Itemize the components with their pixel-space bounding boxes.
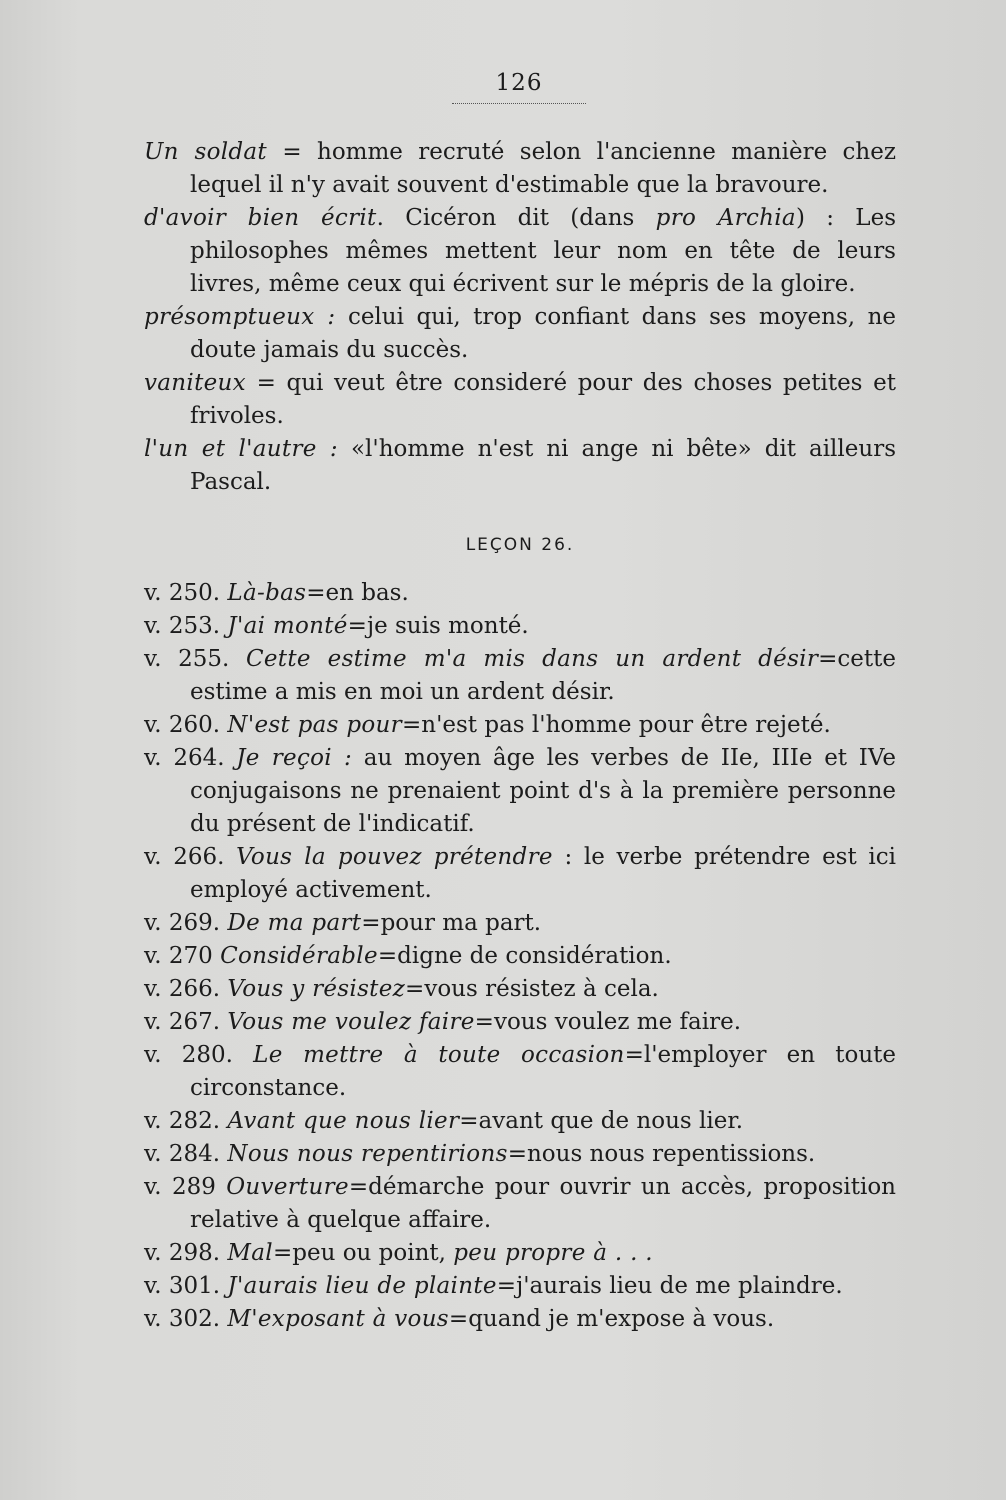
verse-lemma: J'ai monté: [227, 613, 348, 639]
verse-entry: v. 260. N'est pas pour=n'est pas l'homme pour être rejeté.: [144, 712, 831, 738]
verse-lemma: Le mettre à toute occasion: [253, 1042, 625, 1068]
verse-lemma: Là-bas: [227, 580, 307, 606]
note-lemma: d'avoir bien écrit: [144, 205, 377, 231]
verse-text: démarche pour ouvrir un accès, proposition relative à quelque affaire.: [190, 1174, 896, 1233]
verse-ref: v. 270: [144, 943, 213, 969]
verse-ref: v. 284.: [144, 1141, 221, 1167]
verse-lemma: Avant que nous lier: [227, 1108, 460, 1134]
verse-text: n'est pas l'homme pour être rejeté.: [421, 712, 831, 738]
note-text: ) : Les philosophes mêmes mettent leur nom en tête de leurs livres, même ceux qui écrivent sur le mépris de la gloire.: [190, 205, 896, 297]
verse-italic-phrase: peu propre à . . .: [453, 1240, 653, 1266]
note-entry: vaniteux = qui veut être consideré pour des choses petites et frivoles.: [144, 370, 896, 429]
verse-entry: v. 298. Mal=peu ou point, peu propre à . . .: [144, 1240, 653, 1266]
note-lemma: présomptueux :: [144, 304, 336, 330]
verse-text: quand je m'expose à vous.: [468, 1306, 775, 1332]
note-lemma: Un soldat: [144, 139, 267, 165]
verse-ref: v. 269.: [144, 910, 221, 936]
verse-lemma: J'aurais lieu de plainte: [227, 1273, 497, 1299]
verse-entry: v. 250. Là-bas=en bas.: [144, 580, 409, 606]
note-text: qui veut être consideré pour des choses petites et frivoles.: [190, 370, 896, 429]
verse-text: au moyen âge les verbes de IIe, IIIe et IVe conjugaisons ne prenaient point d's à la première personne du présent de l'indicatif.: [190, 745, 896, 837]
verse-ref: v. 302.: [144, 1306, 221, 1332]
verse-ref: v. 267.: [144, 1009, 221, 1035]
verse-entry: v. 266. Vous y résistez=vous résistez à cela.: [144, 976, 659, 1002]
verse-ref: v. 266.: [144, 976, 221, 1002]
verse-text: vous voulez me faire.: [493, 1009, 742, 1035]
verse-text: je suis monté.: [366, 613, 529, 639]
page-number-rule: [452, 103, 586, 104]
verse-lemma: Vous y résistez: [227, 976, 406, 1002]
note-lemma: l'un et l'autre :: [144, 436, 338, 462]
verse-entry: v. 269. De ma part=pour ma part.: [144, 910, 542, 936]
verse-text: digne de considération.: [397, 943, 672, 969]
verse-text: en bas.: [325, 580, 409, 606]
note-text: homme recruté selon l'ancienne manière chez lequel il n'y avait souvent d'estimable que la bravoure.: [190, 139, 896, 198]
verses-block: [144, 577, 896, 1336]
verse-entry: v. 253. J'ai monté=je suis monté.: [144, 613, 529, 639]
verse-ref: v. 250.: [144, 580, 221, 606]
verse-text: le verbe prétendre est ici employé activement.: [190, 844, 896, 903]
verse-ref: v. 260.: [144, 712, 221, 738]
verse-ref: v. 282.: [144, 1108, 221, 1134]
verse-entry: v. 266. Vous la pouvez prétendre : le verbe prétendre est ici employé activement.: [144, 844, 896, 903]
verse-entry: v. 255. Cette estime m'a mis dans un ardent désir=cette estime a mis en moi un ardent désir.: [144, 646, 897, 705]
verse-text: vous résistez à cela.: [424, 976, 659, 1002]
verse-lemma: Vous la pouvez prétendre: [236, 844, 553, 870]
page-number: 126: [495, 70, 543, 96]
verse-text: j'aurais lieu de me plaindre.: [516, 1273, 843, 1299]
verse-entry: v. 301. J'aurais lieu de plainte=j'aurais lieu de me plaindre.: [144, 1273, 843, 1299]
verse-text: peu ou point,: [292, 1240, 454, 1266]
verse-text: nous nous repentissions.: [526, 1141, 816, 1167]
verse-ref: v. 253.: [144, 613, 221, 639]
verse-entry: v. 302. M'exposant à vous=quand je m'expose à vous.: [144, 1306, 775, 1332]
verse-lemma: Mal: [227, 1240, 273, 1266]
verse-lemma: Ouverture: [226, 1174, 349, 1200]
verse-lemma: Nous nous repentirions: [227, 1141, 508, 1167]
verse-lemma: M'exposant à vous: [227, 1306, 449, 1332]
verse-ref: v. 264.: [144, 745, 225, 771]
lesson-heading: LEÇON 26.: [465, 535, 575, 555]
note-entry: [144, 433, 896, 499]
verse-ref: v. 289: [144, 1174, 216, 1200]
verse-entry: [144, 742, 896, 841]
note-citation: pro Archia: [655, 205, 796, 231]
verse-entry: v. 284. Nous nous repentirions=nous nous repentissions.: [144, 1141, 816, 1167]
verse-text: avant que de nous lier.: [478, 1108, 744, 1134]
note-text: celui qui, trop confiant dans ses moyens, ne doute jamais du succès.: [190, 304, 897, 363]
verse-lemma: De ma part: [227, 910, 362, 936]
verse-text: pour ma part.: [380, 910, 542, 936]
note-entry: d'avoir bien écrit. Cicéron dit (dans pro Archia) : Les philosophes mêmes mettent leur nom en tête de leurs livres, même ceux qui écrivent sur le mépris de la gloire.: [144, 205, 896, 297]
verse-ref: v. 266.: [144, 844, 225, 870]
verse-lemma: Vous me voulez faire: [227, 1009, 475, 1035]
verse-entry: v. 280. Le mettre à toute occasion=l'employer en toute circonstance.: [144, 1042, 896, 1101]
verse-entry: v. 270 Considérable=digne de considération.: [144, 943, 672, 969]
verse-text: cette estime a mis en moi un ardent désir.: [190, 646, 897, 705]
verse-entry: v. 282. Avant que nous lier=avant que de nous lier.: [144, 1108, 744, 1134]
note-lemma: vaniteux: [144, 370, 246, 396]
note-entry: [144, 301, 896, 367]
notes-block: [144, 136, 896, 499]
note-entry: Un soldat = homme recruté selon l'ancienne manière chez lequel il n'y avait souvent d'estimable que la bravoure.: [144, 139, 896, 198]
verse-lemma: N'est pas pour: [227, 712, 402, 738]
verse-entry: v. 267. Vous me voulez faire=vous voulez me faire.: [144, 1009, 742, 1035]
verse-ref: v. 255.: [144, 646, 230, 672]
note-text: «l'homme n'est ni ange ni bête» dit ailleurs Pascal.: [190, 436, 896, 495]
verse-lemma: Considérable: [220, 943, 378, 969]
note-text: Cicéron dit (dans: [405, 205, 656, 231]
verse-lemma: Je reçoi :: [236, 745, 353, 771]
verse-ref: v. 301.: [144, 1273, 221, 1299]
verse-ref: v. 280.: [144, 1042, 233, 1068]
verse-ref: v. 298.: [144, 1240, 221, 1266]
verse-text: l'employer en toute circonstance.: [190, 1042, 896, 1101]
verse-entry: v. 289 Ouverture=démarche pour ouvrir un accès, proposition relative à quelque affaire.: [144, 1174, 896, 1233]
verse-lemma: Cette estime m'a mis dans un ardent désir: [245, 646, 819, 672]
